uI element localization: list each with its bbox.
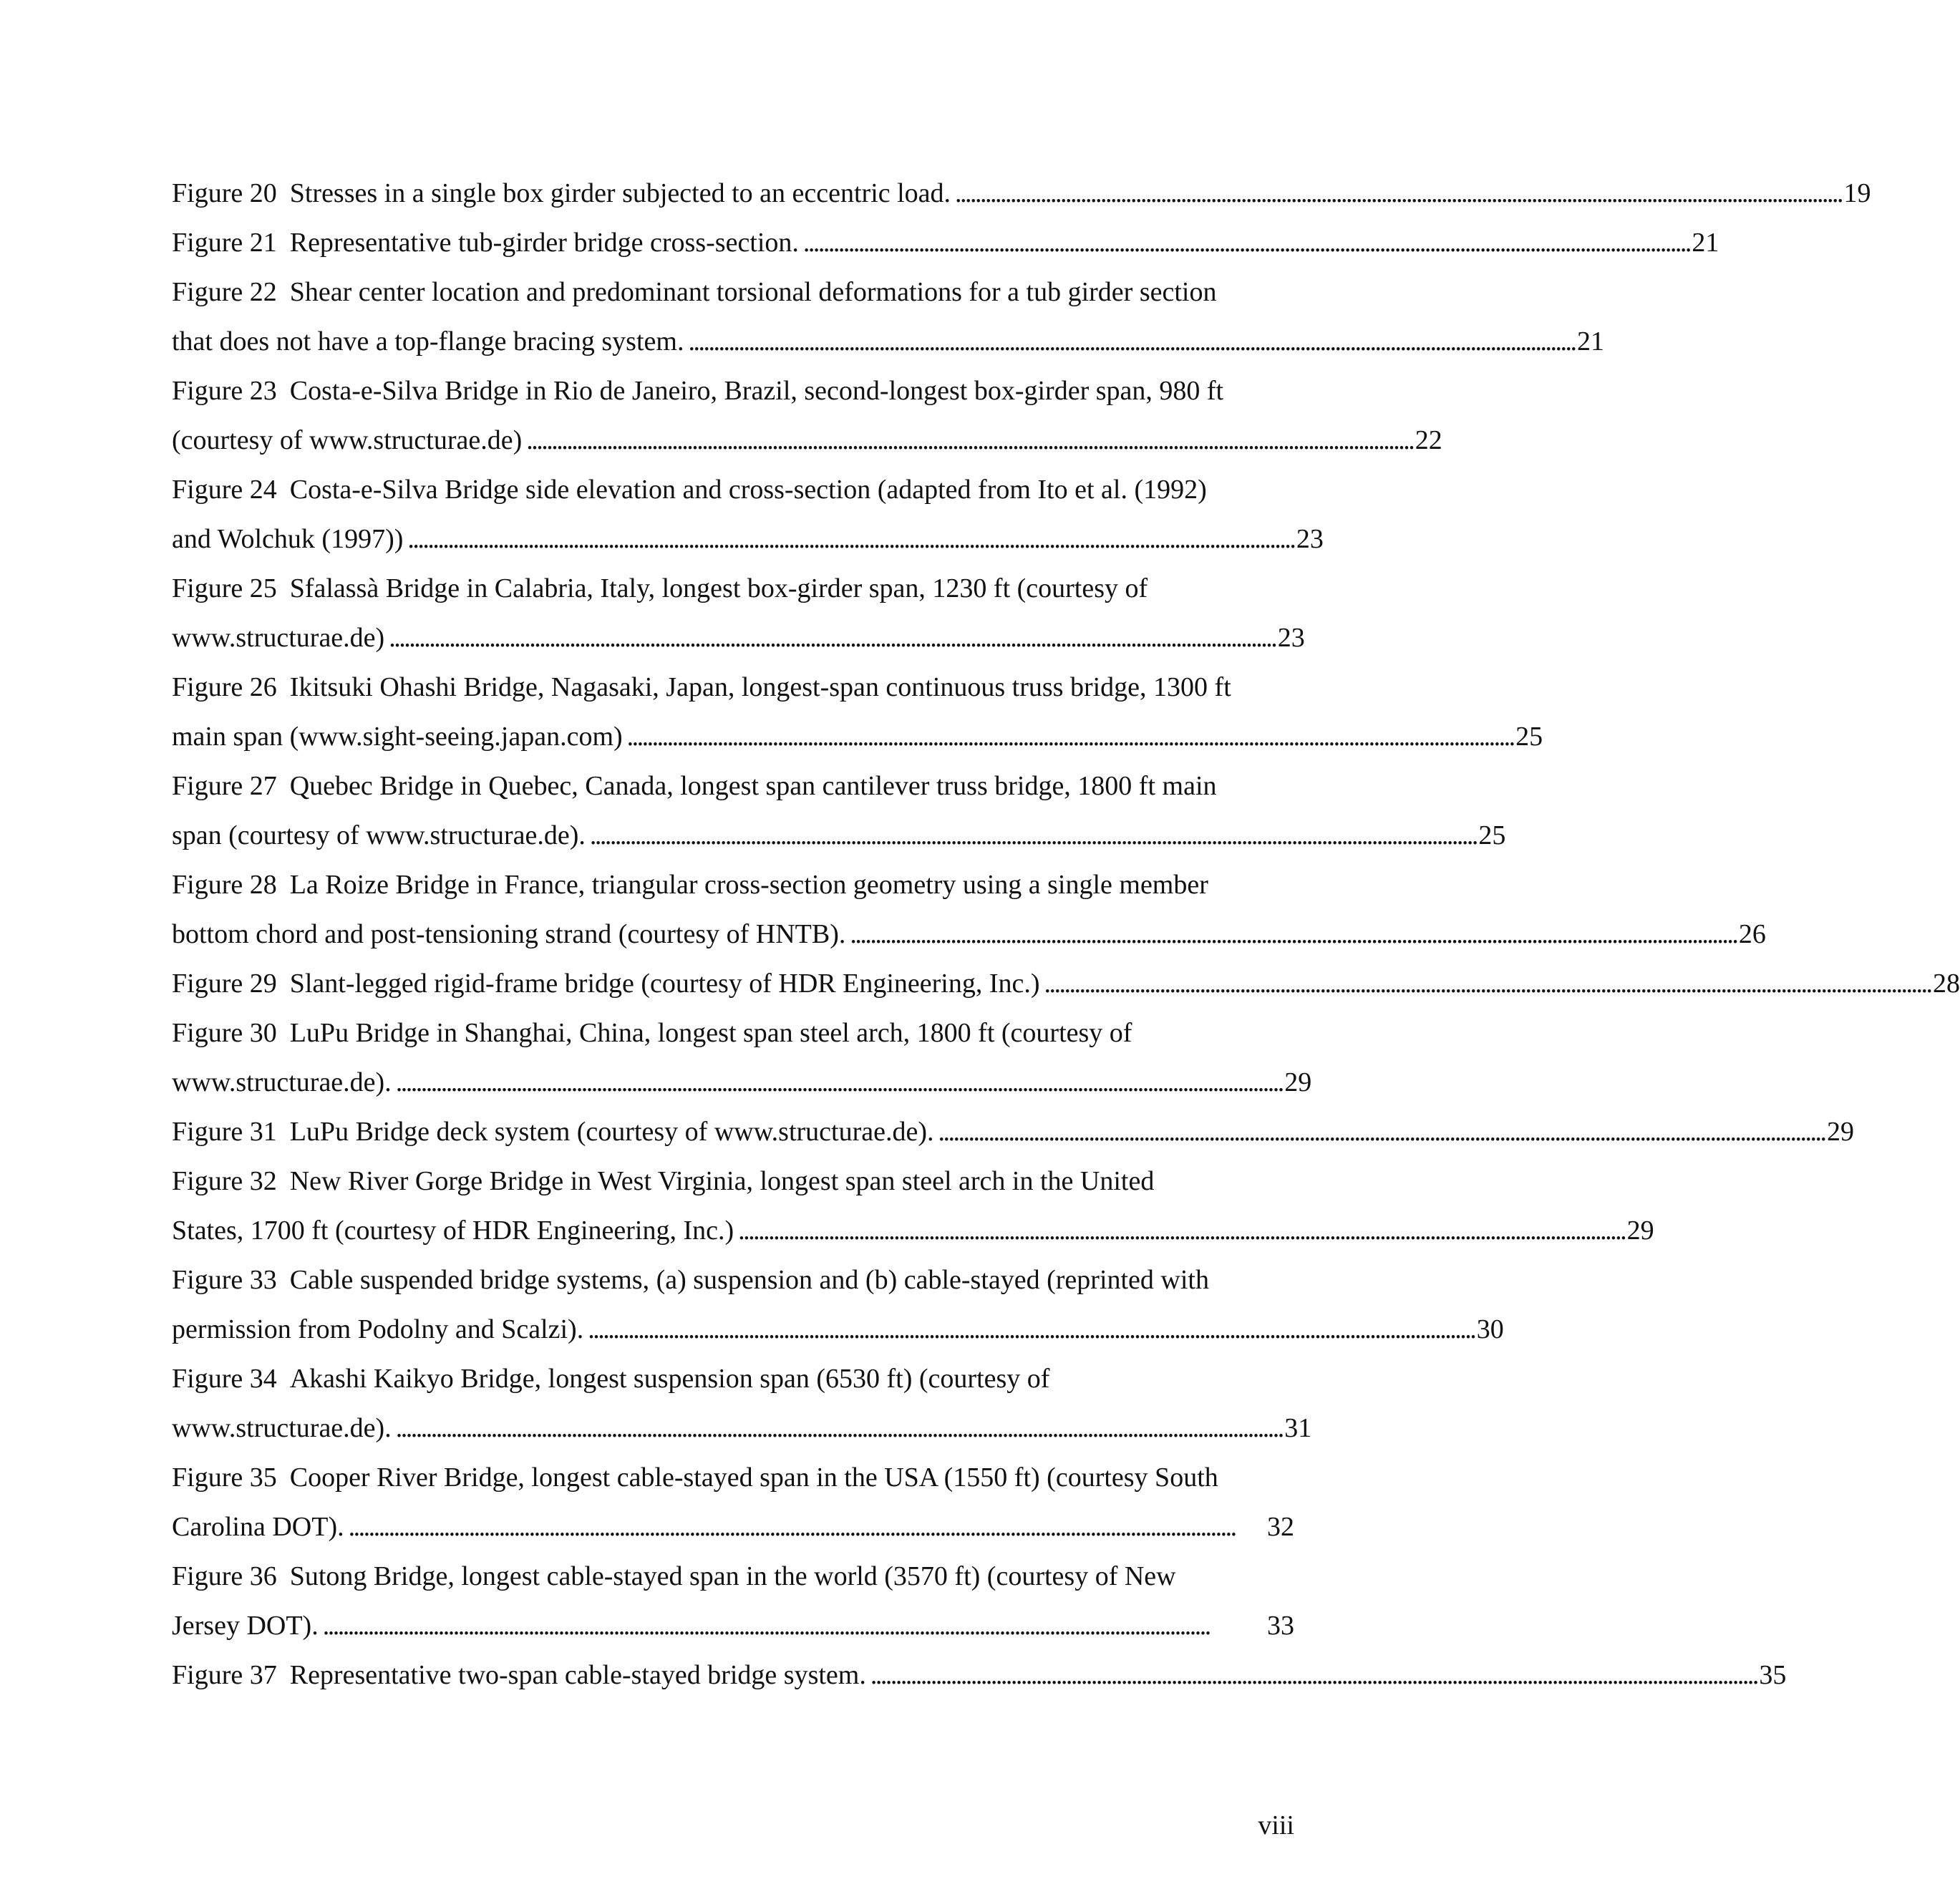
figure-entry-text <box>172 870 1208 900</box>
dot-leader <box>734 1206 1627 1256</box>
figure-caption: Akashi Kaikyo Bridge, longest suspension span (6530 ft) (courtesy of <box>289 1364 1050 1394</box>
figure-entry[interactable] <box>172 465 1324 564</box>
figure-entry[interactable] <box>172 218 1719 268</box>
figure-entry-text <box>172 1651 866 1700</box>
figure-entry-text <box>172 1265 1209 1295</box>
figure-entry[interactable] <box>172 860 1766 959</box>
figure-entry-line <box>172 367 1294 416</box>
dot-leader <box>522 416 1415 465</box>
figure-entry-line <box>172 1651 1787 1700</box>
figure-caption: LuPu Bridge deck system (courtesy of www.structurae.de). <box>289 1117 934 1147</box>
figure-page-number[interactable]: 21 <box>1692 228 1719 258</box>
figure-entry-line <box>172 169 1871 218</box>
figure-entry-text <box>172 416 522 465</box>
figure-entry-line <box>172 663 1294 712</box>
figure-page-number[interactable]: 29 <box>1626 1216 1654 1246</box>
page-number: viii <box>1258 1810 1294 1840</box>
figure-page-number[interactable]: 30 <box>1476 1314 1504 1344</box>
figure-caption: www.structurae.de). <box>172 1067 392 1097</box>
figure-entry-line <box>172 465 1294 515</box>
figure-entry-line <box>172 1552 1294 1601</box>
figure-entry-text <box>172 573 1148 603</box>
figure-entry-line <box>172 910 1766 959</box>
figure-caption: Sutong Bridge, longest cable-stayed span in the world (3570 ft) (courtesy of New <box>289 1561 1176 1591</box>
figure-caption: Ikitsuki Ohashi Bridge, Nagasaki, Japan, longest-span continuous truss bridge, 1300 ft <box>289 672 1231 702</box>
figure-entry-line <box>172 1404 1312 1453</box>
list-of-figures <box>172 169 1960 1700</box>
figure-page-number[interactable]: 32 <box>1267 1512 1294 1542</box>
figure-page-number[interactable]: 25 <box>1515 722 1543 752</box>
dot-leader <box>392 1058 1285 1107</box>
figure-page-number[interactable]: 31 <box>1284 1413 1312 1443</box>
figure-number: Figure 26 <box>172 672 277 702</box>
dot-leader <box>344 1503 1267 1552</box>
figure-caption: www.structurae.de). <box>172 1413 392 1443</box>
figure-page-number[interactable]: 25 <box>1478 820 1506 850</box>
figure-entry-text <box>172 317 684 367</box>
figure-entry-text <box>172 1305 583 1354</box>
figure-entry[interactable] <box>172 367 1442 465</box>
figure-entry-text <box>172 169 951 218</box>
figure-number: Figure 25 <box>172 573 277 603</box>
figure-entry-text <box>172 771 1217 801</box>
figure-entry-text <box>172 712 623 762</box>
figure-caption: that does not have a top-flange bracing system. <box>172 326 684 356</box>
figure-number: Figure 27 <box>172 771 277 801</box>
figure-entry-text <box>172 613 384 663</box>
figure-entry-text <box>172 1503 344 1552</box>
dot-leader <box>403 515 1296 564</box>
figure-entry[interactable] <box>172 1552 1294 1651</box>
figure-entry-line <box>172 762 1294 811</box>
figure-entry-line <box>172 317 1604 367</box>
figure-entry-line <box>172 416 1442 465</box>
figure-entry-line <box>172 959 1960 1009</box>
figure-caption: Costa-e-Silva Bridge side elevation and cross-section (adapted from Ito et al. (1992) <box>289 475 1207 505</box>
figure-entry[interactable] <box>172 1453 1294 1552</box>
figure-entry[interactable] <box>172 169 1871 218</box>
figure-entry-text <box>172 672 1231 702</box>
figure-entry-line <box>172 1256 1294 1305</box>
figure-entry-line <box>172 1058 1312 1107</box>
figure-entry[interactable] <box>172 1107 1855 1157</box>
dot-leader <box>586 811 1479 860</box>
figure-page-number[interactable]: 28 <box>1933 969 1960 999</box>
figure-number: Figure 23 <box>172 376 277 406</box>
figure-number: Figure 20 <box>172 178 277 208</box>
dot-leader <box>684 317 1577 367</box>
figure-entry-text <box>172 959 1040 1009</box>
dot-leader <box>799 218 1692 268</box>
figure-entry-line <box>172 1601 1294 1651</box>
figure-entry-text <box>172 1166 1154 1196</box>
figure-entry-text <box>172 515 403 564</box>
figure-entry-text <box>172 1018 1132 1048</box>
figure-entry-text <box>172 218 799 268</box>
figure-caption: Cooper River Bridge, longest cable-stayed span in the USA (1550 ft) (courtesy South <box>289 1462 1218 1493</box>
figure-caption: Slant-legged rigid-frame bridge (courtesy of HDR Engineering, Inc.) <box>289 969 1040 999</box>
figure-caption: Carolina DOT). <box>172 1512 344 1542</box>
figure-entry[interactable] <box>172 1157 1654 1256</box>
figure-entry-line <box>172 515 1324 564</box>
figure-number: Figure 36 <box>172 1561 277 1591</box>
figure-entry-line <box>172 1453 1294 1503</box>
figure-entry-text <box>172 1058 392 1107</box>
dot-leader <box>583 1305 1477 1354</box>
figure-page-number[interactable]: 19 <box>1843 178 1871 208</box>
figure-caption: Jersey DOT). <box>172 1611 319 1641</box>
figure-number: Figure 32 <box>172 1166 277 1196</box>
figure-caption: Quebec Bridge in Quebec, Canada, longest span cantilever truss bridge, 1800 ft main <box>289 771 1217 801</box>
figure-caption: main span (www.sight-seeing.japan.com) <box>172 722 623 752</box>
figure-caption: span (courtesy of www.structurae.de). <box>172 820 586 850</box>
figure-entry-line <box>172 1503 1294 1552</box>
figure-entry-line <box>172 811 1506 860</box>
figure-number: Figure 34 <box>172 1364 277 1394</box>
figure-entry-line <box>172 1206 1654 1256</box>
figure-entry-text <box>172 1364 1049 1394</box>
figure-caption: and Wolchuk (1997)) <box>172 524 404 554</box>
dot-leader <box>951 169 1844 218</box>
figure-page-number[interactable]: 29 <box>1284 1067 1312 1097</box>
figure-entry-line <box>172 1107 1855 1157</box>
figure-caption: www.structurae.de) <box>172 623 385 653</box>
figure-number: Figure 22 <box>172 277 277 307</box>
figure-entry-text <box>172 1561 1176 1591</box>
figure-entry[interactable] <box>172 1256 1504 1354</box>
figure-entry-text <box>172 376 1223 406</box>
figure-caption: Sfalassà Bridge in Calabria, Italy, longest box-girder span, 1230 ft (courtesy of <box>289 573 1148 603</box>
figure-caption: Stresses in a single box girder subjected to an eccentric load. <box>289 178 951 208</box>
figure-page-number[interactable]: 21 <box>1576 326 1604 356</box>
figure-entry-line <box>172 218 1719 268</box>
figure-entry-text <box>172 910 845 959</box>
figure-entry-text <box>172 1404 392 1453</box>
figure-entry[interactable] <box>172 268 1604 367</box>
figure-entry-line <box>172 1354 1294 1404</box>
figure-number: Figure 21 <box>172 228 277 258</box>
figure-entry-line <box>172 712 1543 762</box>
figure-page-number[interactable]: 22 <box>1415 425 1442 455</box>
figure-entry-line <box>172 1305 1504 1354</box>
figure-entry-text <box>172 811 586 860</box>
figure-entry-line <box>172 268 1294 317</box>
figure-entry-line <box>172 860 1294 910</box>
figure-entry[interactable] <box>172 1651 1787 1700</box>
dot-leader <box>845 910 1739 959</box>
dot-leader <box>1040 959 1934 1009</box>
figure-entry-text <box>172 1462 1218 1493</box>
figure-caption: Costa-e-Silva Bridge in Rio de Janeiro, Brazil, second-longest box-girder span, 980 ft <box>289 376 1224 406</box>
dot-leader <box>866 1651 1760 1700</box>
figure-number: Figure 37 <box>172 1660 277 1690</box>
figure-entry-text <box>172 1206 734 1256</box>
figure-caption: Representative two-span cable-stayed bridge system. <box>289 1660 866 1690</box>
figure-entry-text <box>172 1601 319 1651</box>
figure-entry[interactable] <box>172 1354 1312 1453</box>
figure-entry[interactable] <box>172 663 1543 762</box>
figure-entry-text <box>172 475 1207 505</box>
figure-page-number[interactable]: 26 <box>1738 919 1766 949</box>
figure-caption: New River Gorge Bridge in West Virginia, longest span steel arch in the United <box>289 1166 1155 1196</box>
figure-number: Figure 31 <box>172 1117 277 1147</box>
dot-leader <box>319 1601 1267 1651</box>
figure-page-number[interactable]: 35 <box>1759 1660 1787 1690</box>
figure-number: Figure 28 <box>172 870 277 900</box>
figure-caption: Representative tub-girder bridge cross-section. <box>289 228 799 258</box>
figure-entry[interactable] <box>172 564 1305 663</box>
figure-entry-line <box>172 1157 1294 1206</box>
figure-caption: Cable suspended bridge systems, (a) suspension and (b) cable-stayed (reprinted with <box>289 1265 1209 1295</box>
figure-entry-text <box>172 1107 934 1157</box>
dot-leader <box>934 1107 1828 1157</box>
figure-number: Figure 33 <box>172 1265 277 1295</box>
figure-entry-line <box>172 613 1305 663</box>
figure-caption: States, 1700 ft (courtesy of HDR Engineering, Inc.) <box>172 1216 734 1246</box>
figure-entry-text <box>172 277 1216 307</box>
figure-entry[interactable] <box>172 1009 1312 1107</box>
figure-entry-line <box>172 564 1294 613</box>
dot-leader <box>384 613 1278 663</box>
figure-caption: permission from Podolny and Scalzi). <box>172 1314 584 1344</box>
figure-page-number[interactable]: 23 <box>1296 524 1324 554</box>
figure-entry[interactable] <box>172 959 1960 1009</box>
figure-number: Figure 35 <box>172 1462 277 1493</box>
figure-number: Figure 29 <box>172 969 277 999</box>
figure-number: Figure 30 <box>172 1018 277 1048</box>
figure-page-number[interactable]: 23 <box>1277 623 1305 653</box>
figure-caption: Shear center location and predominant torsional deformations for a tub girder section <box>289 277 1217 307</box>
dot-leader <box>623 712 1516 762</box>
figure-entry[interactable] <box>172 762 1506 860</box>
figure-page-number[interactable]: 33 <box>1267 1611 1294 1641</box>
figure-caption: La Roize Bridge in France, triangular cross-section geometry using a single member <box>289 870 1208 900</box>
figure-caption: bottom chord and post-tensioning strand (courtesy of HNTB). <box>172 919 846 949</box>
dot-leader <box>392 1404 1285 1453</box>
figure-caption: LuPu Bridge in Shanghai, China, longest span steel arch, 1800 ft (courtesy of <box>289 1018 1132 1048</box>
figure-page-number[interactable]: 29 <box>1827 1117 1855 1147</box>
figure-caption: (courtesy of www.structurae.de) <box>172 425 523 455</box>
figure-number: Figure 24 <box>172 475 277 505</box>
figure-entry-line <box>172 1009 1294 1058</box>
